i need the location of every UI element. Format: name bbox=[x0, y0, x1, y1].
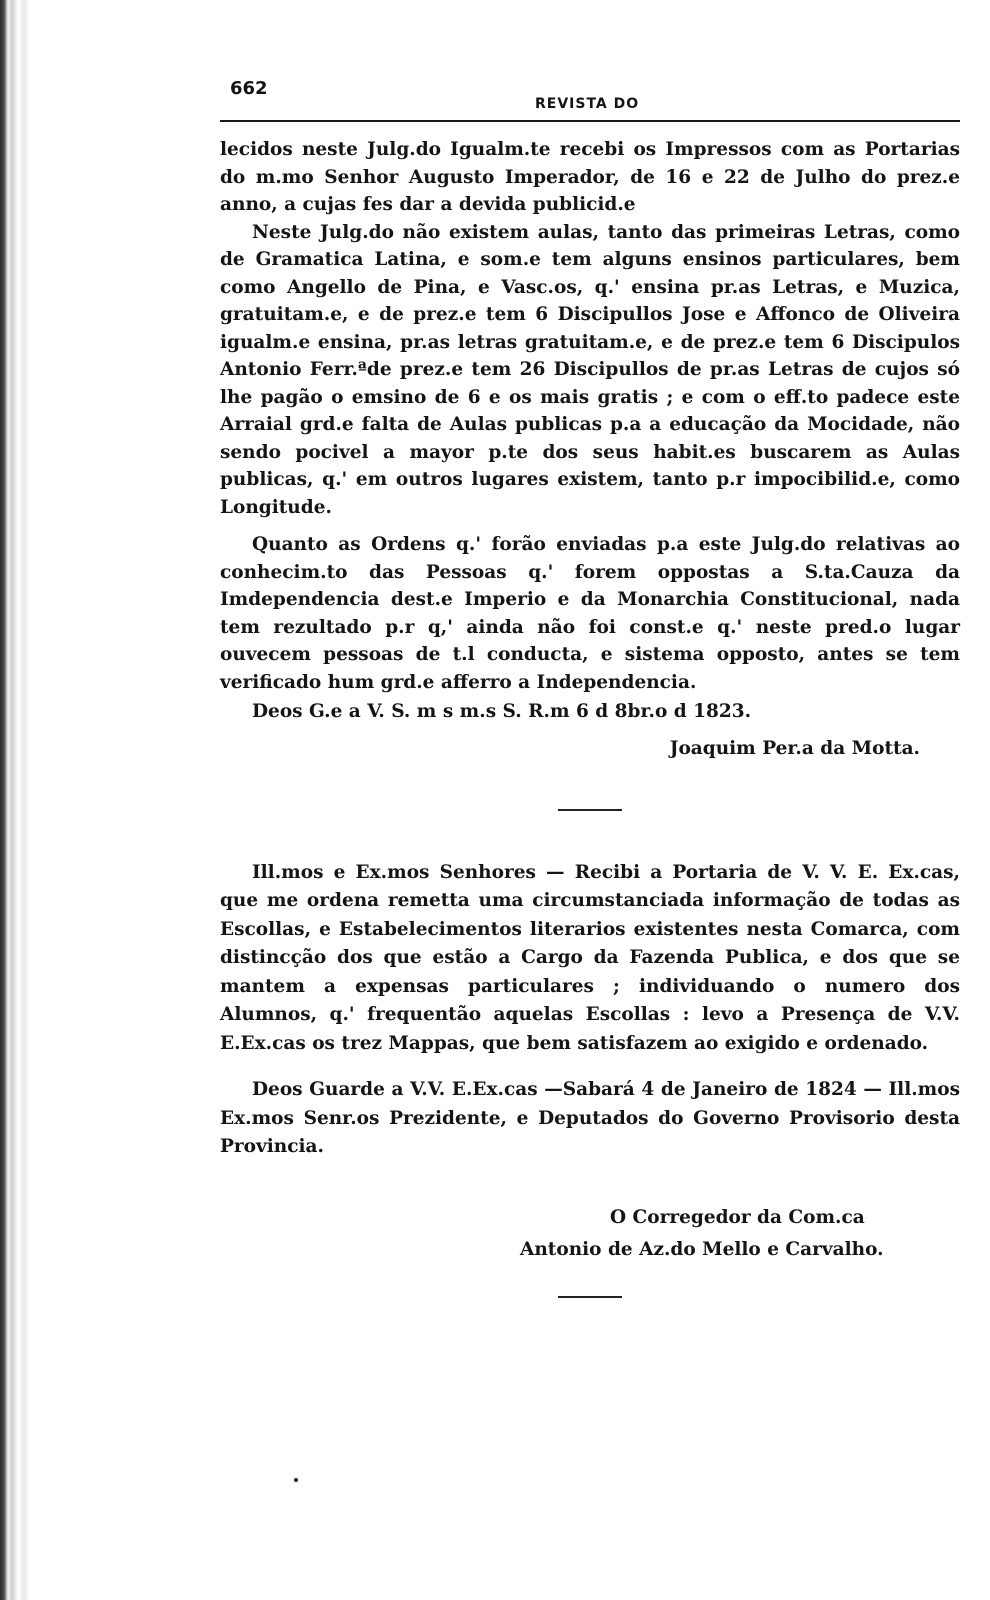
letter1-paragraph-1: lecidos neste Julg.do Igualm.te recebi os Impressos com as Portarias do m.mo Senhor Augusto Imperador, de 16 e 22 de Julho do prez.e anno, a cujas fes dar a devida publicid.e bbox=[220, 139, 960, 215]
letter1-paragraph-2: Neste Julg.do não existem aulas, tanto das primeiras Letras, como de Gramatica Latina, e som.e tem alguns ensinos particulares, bem como Angello de Pina, e Vasc.os, q.' ensina pr.as Letras, e Muzica, gratuitam.e, e de prez.e tem 6 Discipullos Jose e Affonco de Oliveira igualm.e ensina, pr.as letras gratuitam.e, e de prez.e tem 6 Discipulos Antonio Ferr.ªde prez.e tem 26 Discipullos de pr.as Letras de cujos só lhe pagão o emsino de 6 e os mais gratis ; e com o eff.to padece este Arraial grd.e falta de Aulas publicas p.a a educação da Mocidade, não sendo pocivel a mayor p.te dos seus habit.es buscarem as Aulas publicas, q.' em outros lugares existem, tanto p.r impocibilid.e, como Longitude. bbox=[220, 221, 960, 518]
letter1-paragraph-3: Quanto as Ordens q.' forão enviadas p.a este Julg.do relativas ao conhecim.to das Pessoas q.' forem oppostas a S.ta.Cauza da Imdependencia dest.e Imperio e da Monarchia Constitucional, nada tem rezultado p.r q,' ainda não foi const.e q.' neste pred.o lugar ouvecem pessoas de t.l conducta, e sistema opposto, antes se tem verificado hum grd.e afferro a Independencia. bbox=[220, 534, 960, 693]
page-binding-edge bbox=[0, 0, 40, 1600]
page-number: 662 bbox=[230, 78, 268, 99]
letter1-closing-date: Deos G.e a V. S. m s m.s S. R.m 6 d 8br.o d 1823. bbox=[252, 701, 752, 722]
section-divider bbox=[558, 809, 622, 811]
letter2-signature-block bbox=[220, 1202, 960, 1266]
running-head: REVISTA DO bbox=[535, 96, 640, 112]
letter-2 bbox=[220, 859, 960, 1266]
document-page bbox=[220, 78, 960, 1298]
page-header bbox=[220, 78, 960, 122]
letter2-signature-title: O Corregedor da Com.ca bbox=[610, 1206, 865, 1228]
letter2-paragraph-2: Deos Guarde a V.V. E.Ex.cas —Sabará 4 de Janeiro de 1824 — Ill.mos Ex.mos Senr.os Prezidente, e Deputados do Governo Provisorio desta Provincia. bbox=[220, 1079, 960, 1157]
letter2-signature-name: Antonio de Az.do Mello e Carvalho. bbox=[520, 1238, 884, 1260]
letter1-signature: Joaquim Per.a da Motta. bbox=[669, 737, 920, 759]
ink-speck bbox=[294, 1478, 298, 1482]
end-divider bbox=[558, 1296, 622, 1298]
letter2-paragraph-1: Ill.mos e Ex.mos Senhores — Recibi a Portaria de V. V. E. Ex.cas, que me ordena remetta uma circumstanciada informação de todas as Escollas, e Estabelecimentos literarios existentes nesta Comarca, com distincção dos que estão a Cargo da Fazenda Publica, e dos que se mantem a expensas particulares ; individuando o numero dos Alumnos, q.' frequentão aquelas Escollas : levo a Presença de V.V. E.Ex.cas os trez Mappas, que bem satisfazem ao exigido e ordenado. bbox=[220, 861, 960, 1054]
letter-1 bbox=[220, 136, 960, 759]
